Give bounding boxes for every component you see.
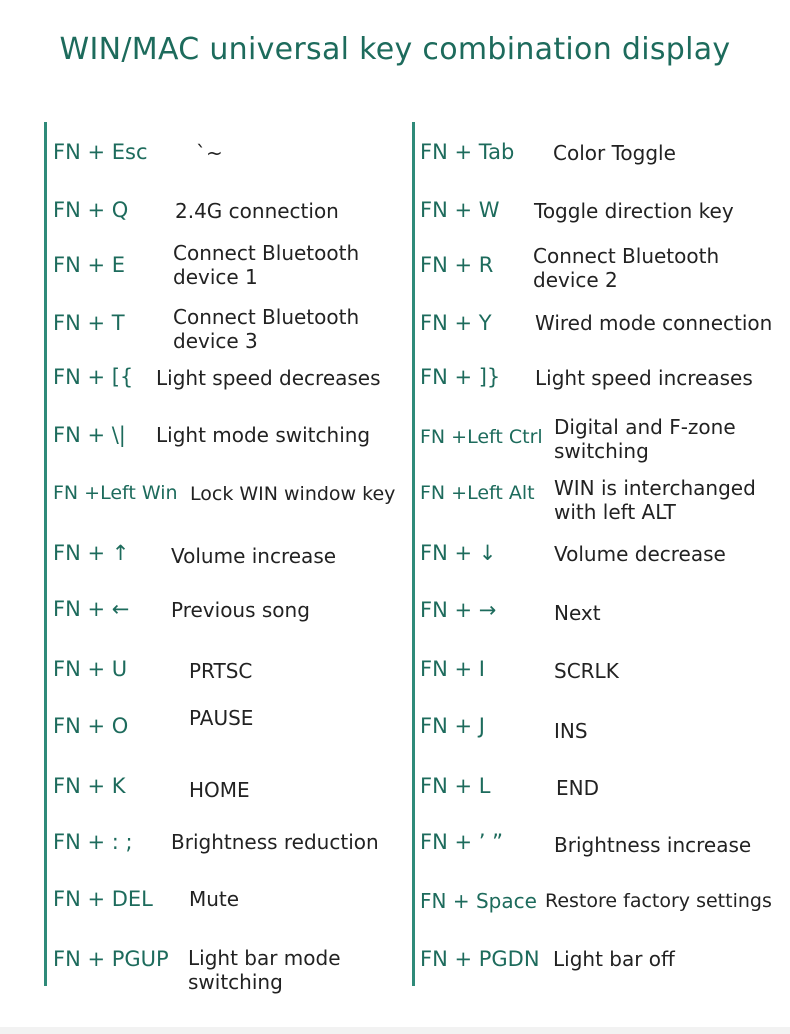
key-function: Next: [554, 601, 601, 625]
key-function: Lock WIN window key: [190, 483, 396, 505]
page-title: WIN/MAC universal key combination display: [59, 32, 731, 67]
key-function: Connect Bluetooth device 3: [173, 305, 360, 353]
key-function: 2.4G connection: [175, 199, 339, 223]
key-function: Restore factory settings: [545, 890, 772, 912]
key-combo: FN + W: [420, 198, 500, 222]
key-function: PAUSE: [189, 706, 254, 730]
key-function: Mute: [189, 887, 240, 911]
key-combo: FN + O: [53, 714, 129, 738]
key-function: Brightness increase: [554, 833, 752, 857]
key-function: Toggle direction key: [534, 199, 734, 223]
key-combo: FN + \|: [53, 423, 126, 447]
key-combo: FN + ↑: [53, 541, 130, 565]
key-function: WIN is interchanged with left ALT: [554, 476, 756, 524]
key-combo: FN + ’ ”: [420, 830, 503, 854]
key-function: Connect Bluetooth device 2: [533, 244, 720, 292]
key-function: HOME: [189, 778, 250, 802]
key-combo: FN + DEL: [53, 887, 153, 911]
key-function: Light speed decreases: [156, 366, 381, 390]
key-combo: FN + PGUP: [53, 947, 169, 971]
key-function: Light mode switching: [156, 423, 371, 447]
key-function: Volume decrease: [554, 542, 726, 566]
key-combo: FN + Tab: [420, 140, 515, 164]
key-combo: FN + : ;: [53, 830, 133, 854]
key-function: Volume increase: [171, 544, 337, 568]
key-combo: FN + Y: [420, 311, 492, 335]
right-column-divider: [412, 122, 415, 986]
key-combo: FN + ↓: [420, 541, 497, 565]
key-combo: FN + I: [420, 657, 485, 681]
key-combo: FN + J: [420, 714, 485, 738]
left-column-divider: [44, 122, 47, 986]
key-combo: FN + U: [53, 657, 128, 681]
key-function: PRTSC: [189, 659, 253, 683]
key-function: `~: [196, 141, 223, 165]
key-function: Wired mode connection: [535, 311, 773, 335]
key-function: Brightness reduction: [171, 830, 379, 854]
key-function: Light bar off: [553, 947, 675, 971]
key-combo: FN +Left Win: [53, 482, 178, 504]
key-combo: FN + Q: [53, 198, 129, 222]
bottom-strip: [0, 1027, 790, 1034]
key-function: SCRLK: [554, 659, 619, 683]
key-function: Light speed increases: [535, 366, 753, 390]
key-function: Color Toggle: [553, 141, 676, 165]
key-function: Previous song: [171, 598, 310, 622]
key-combo: FN + T: [53, 311, 125, 335]
key-combo: FN +Left Alt: [420, 482, 535, 504]
key-function: INS: [554, 719, 588, 743]
key-function: END: [556, 776, 599, 800]
key-combo: FN + E: [53, 253, 126, 277]
key-combo: FN + ]}: [420, 365, 501, 389]
key-combo: FN + ←: [53, 597, 130, 621]
key-function: Light bar mode switching: [188, 946, 341, 994]
key-combo: FN + Esc: [53, 140, 148, 164]
key-combo: FN + PGDN: [420, 947, 540, 971]
key-combo: FN + K: [53, 774, 126, 798]
key-combo: FN + →: [420, 598, 497, 622]
key-function: Connect Bluetooth device 1: [173, 241, 360, 289]
key-combo: FN + [{: [53, 365, 134, 389]
key-combo: FN + L: [420, 774, 491, 798]
key-combo: FN + Space: [420, 889, 537, 913]
key-combo: FN +Left Ctrl: [420, 426, 543, 448]
key-function: Digital and F-zone switching: [554, 415, 736, 463]
key-combo: FN + R: [420, 253, 494, 277]
